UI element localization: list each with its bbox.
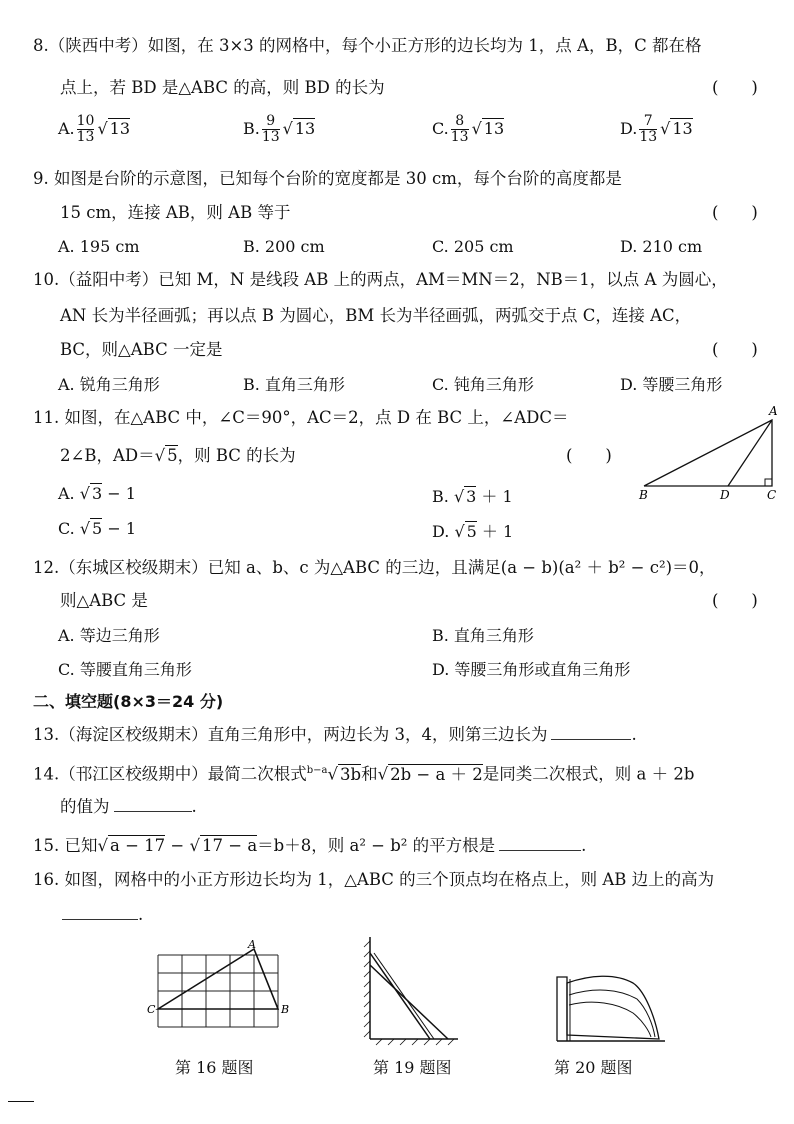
q8-line2: 点上，若 BD 是△ABC 的高，则 BD 的长为 [60,78,385,97]
label-d: D [720,488,730,502]
radicand: 3 [466,487,477,506]
radicand: 17 − a [202,836,258,855]
figure-16-grid [147,938,300,1028]
figure-19-caption: 第 19 题图 [373,1058,452,1077]
radicand: a − 17 [110,836,166,855]
figure-19-ladder [360,935,460,1045]
figure-20-caption: 第 20 题图 [554,1058,633,1077]
q12-line1: 12.（东城区校级期末）已知 a、b、c 为△ABC 的三边，且满足(a − b)(a² ＋ b² − c²)＝0， [33,558,716,577]
section-fill-in-title: 二、填空题(8×3＝24 分) [33,692,224,711]
label-c: C [147,1003,156,1016]
segment-ad [728,420,772,486]
denominator: 13 [261,129,280,145]
q12-line2: 则△ABC 是 [60,591,148,610]
page-curve-1 [569,990,655,1037]
figure-20-book [545,965,670,1045]
q14-text-c: 是同类二次根式，则 a ＋ 2b [482,764,695,784]
radicand: 13 [109,119,131,138]
q14-answer-blank[interactable] [114,797,192,812]
option-rest: − 1 [102,484,136,503]
option-label: B. [243,119,260,138]
q11-line1: 11. 如图，在△ABC 中，∠C＝90°，AC＝2，点 D 在 BC 上，∠ADC＝ [33,408,569,427]
q15-text-row: 15. 已知√ a − 17 − √ 17 − a＝b＋8，则 a² − b² 的平方根是 . [33,836,587,855]
option-label: D. [432,522,455,541]
numerator: 7 [643,113,653,129]
q10-option-d[interactable]: D. 等腰三角形 [620,375,723,394]
option-rest: ＋ 1 [476,522,514,541]
option-label: A. [58,119,75,138]
radicand: 5 [466,522,477,541]
q8-line1: 8.（陕西中考）如图，在 3×3 的网格中，每个小正方形的边长均为 1，点 A，B，C 都在格 [33,36,702,55]
q12-option-b[interactable]: B. 直角三角形 [432,626,534,645]
q11-line2-tail: ，则 BC 的长为 [177,446,296,465]
open-cover [567,976,659,1039]
q16-end: . [138,905,144,924]
book-spine [557,977,567,1041]
q9-option-c[interactable]: C. 205 cm [432,237,514,256]
q10-line1: 10.（益阳中考）已知 M，N 是线段 AB 上的两点，AM＝MN＝2，NB＝1，以点 A 为圆心， [33,270,728,289]
q10-line2: AN 长为半径画弧；再以点 B 为圆心，BM 长为半径画弧，两弧交于点 C，连接 AC， [60,306,692,325]
q14-line2-text: 的值为 [60,797,110,816]
radicand: 2b − a ＋ 2 [390,764,483,784]
fraction [262,114,280,145]
q13-answer-blank[interactable] [551,725,631,740]
q15-text-a: 15. 已知 [33,836,98,855]
ground-hatch [376,1039,454,1045]
q10-line3: BC，则△ABC 一定是 [60,340,223,359]
q8-option-b[interactable]: B. $\frac{9}{13}$ √ 13 [243,113,316,145]
q15-text-b: ＝b＋8，则 a² − b² 的平方根是 [257,836,496,855]
label-b: B [281,1003,290,1016]
q8-option-c[interactable]: C. $\frac{8}{13}$ √ 13 [432,113,505,145]
page-corner-rule [8,1101,34,1102]
q15-minus: − [165,836,190,855]
option-rest: ＋ 1 [476,487,513,506]
q14-line2 [60,795,197,819]
q8-paren: ( ) [712,78,758,97]
ladder-position-1 [370,953,430,1039]
q13-text-row [33,723,637,747]
root-index: b−a [306,765,328,776]
option-label: D. [620,119,638,138]
q12-option-a[interactable]: A. 等边三角形 [58,626,160,645]
q9-line2: 15 cm，连接 AB，则 AB 等于 [60,203,291,222]
q12-paren: ( ) [712,591,758,610]
denominator: 13 [639,129,658,145]
label-b: B [639,488,648,502]
radicand: 3 [91,484,103,503]
option-label: B. [432,487,454,506]
denominator: 13 [450,129,469,145]
ladder-position-2 [370,965,448,1039]
radicand: 13 [483,119,505,138]
option-label: A. [58,484,80,503]
q16-answer-blank[interactable] [62,905,138,920]
q12-option-c[interactable]: C. 等腰直角三角形 [58,660,192,679]
label-a: A [769,404,778,418]
numerator: 9 [266,113,276,129]
q9-line1: 9. 如图是台阶的示意图，已知每个台阶的宽度都是 30 cm，每个台阶的高度都是 [33,169,622,188]
q8-option-a[interactable]: A. $\frac{10}{13}$ √ 13 [58,113,131,145]
q11-option-b[interactable]: B. √ 3 ＋ 1 [432,487,513,506]
label-a: A [248,938,256,951]
q13-end: . [631,725,637,744]
q12-option-d[interactable]: D. 等腰三角形或直角三角形 [432,660,631,679]
q11-line2: 2∠B，AD＝√ 5，则 BC 的长为 [60,446,296,465]
denominator: 13 [76,129,95,145]
fraction [451,114,469,145]
q11-option-a[interactable]: A. √ 3 − 1 [58,484,136,503]
wall-hatch [364,941,370,1037]
label-c: C [767,488,777,502]
triangle-abc [158,949,278,1009]
ladder-edge [374,953,434,1039]
numerator: 10 [76,113,95,129]
radicand: 3b [340,764,362,784]
fraction [639,114,657,145]
q14-text-a: 14.（邗江区校级期中）最简二次根式 [33,764,307,784]
q10-option-c[interactable]: C. 钝角三角形 [432,375,534,394]
q14-end: . [191,797,197,816]
q15-answer-blank[interactable] [499,836,581,851]
q16-line2 [62,903,143,927]
radicand: 5 [92,519,103,538]
fraction [77,114,95,145]
q14-text-row: 14.（邗江区校级期中）最简二次根式$^{b-a}$√ 3b和√ 2b − a ＋ 2是同类二次根式，则 a ＋ 2b [33,764,695,784]
q10-option-b[interactable]: B. 直角三角形 [243,375,345,394]
page-curve-2 [569,1002,651,1037]
option-label: C. [432,119,449,138]
q9-option-a[interactable]: A. 195 cm [58,237,140,256]
figure-16-caption: 第 16 题图 [175,1058,254,1077]
q11-line2-text: 2∠B，AD＝ [60,446,155,465]
q8-option-d[interactable]: D. $\frac{7}{13}$ √ 13 [620,113,693,145]
q10-option-a[interactable]: A. 锐角三角形 [58,375,160,394]
q16-line1: 16. 如图，网格中的小正方形边长均为 1，△ABC 的三个顶点均在格点上，则 AB 边上的高为 [33,870,715,889]
numerator: 8 [455,113,465,129]
option-rest: − 1 [102,519,136,538]
q15-end: . [581,836,587,855]
q10-paren: ( ) [712,340,758,359]
triangle-abc [644,420,772,486]
q11-triangle-figure [630,400,790,505]
q11-paren: ( ) [566,446,612,465]
q9-option-b[interactable]: B. 200 cm [243,237,325,256]
q11-option-c[interactable]: C. √ 5 − 1 [58,519,136,538]
q9-paren: ( ) [712,203,758,222]
q9-option-d[interactable]: D. 210 cm [620,237,703,256]
q14-text-b: 和 [361,764,378,784]
radicand: 13 [672,119,693,138]
option-label: C. [58,519,80,538]
q11-option-d[interactable]: D. √ 5 ＋ 1 [432,522,514,541]
q13-text: 13.（海淀区校级期末）直角三角形中，两边长为 3，4，则第三边长为 [33,725,548,744]
radicand: 5 [167,446,178,465]
radicand: 13 [294,119,316,138]
right-angle-mark [765,479,772,486]
